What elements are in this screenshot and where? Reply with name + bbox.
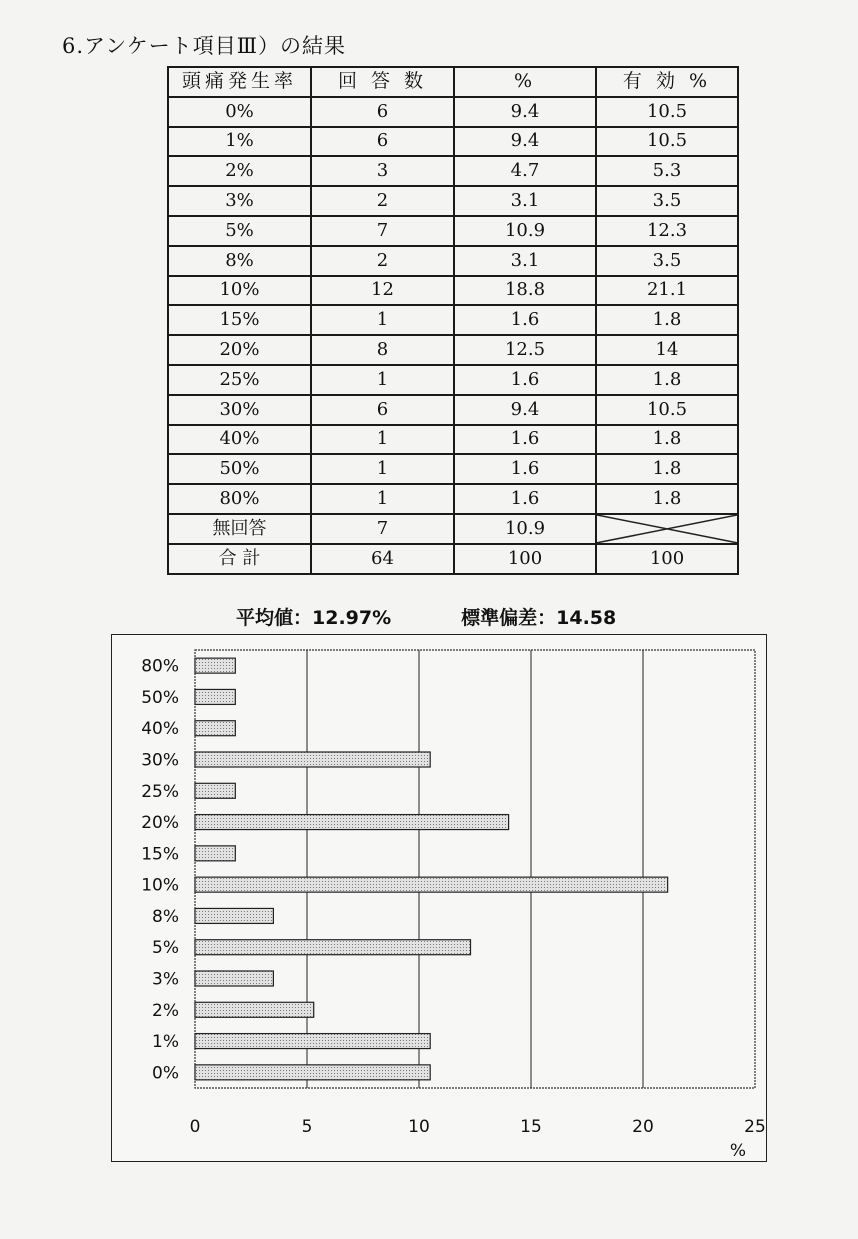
- bar: [195, 940, 471, 955]
- table-row: [168, 335, 738, 365]
- header-count: 回 答 数: [311, 67, 454, 97]
- table-row: [168, 544, 738, 574]
- cell-count: 1: [311, 454, 454, 484]
- table-header-row: [168, 67, 738, 97]
- cell-count: 1: [311, 305, 454, 335]
- header-valid-percent: 有 効 %: [596, 67, 738, 97]
- table-row: [168, 514, 738, 544]
- cell-rate: 15%: [168, 305, 311, 335]
- table-row: [168, 97, 738, 127]
- cell-valid-percent: 1.8: [596, 305, 738, 335]
- std-dev-value: 標準偏差：14.58: [461, 607, 617, 629]
- cell-count: 1: [311, 365, 454, 395]
- bar: [195, 783, 235, 798]
- cell-rate: 1%: [168, 127, 311, 157]
- x-tick-label: 0: [189, 1117, 201, 1137]
- table-row: [168, 484, 738, 514]
- cell-count: 2: [311, 186, 454, 216]
- cell-percent: 1.6: [454, 305, 596, 335]
- cell-rate: 3%: [168, 186, 311, 216]
- bar: [195, 908, 273, 923]
- x-tick-label: 5: [301, 1117, 313, 1137]
- cell-rate: 8%: [168, 246, 311, 276]
- stats-line: [236, 603, 686, 630]
- cell-percent: 12.5: [454, 335, 596, 365]
- cell-count: 6: [311, 97, 454, 127]
- x-tick-label: 10: [408, 1117, 430, 1137]
- cell-rate: 10%: [168, 276, 311, 306]
- bar: [195, 1034, 430, 1049]
- cell-rate: 5%: [168, 216, 311, 246]
- cell-valid-percent: 14: [596, 335, 738, 365]
- table-row: [168, 365, 738, 395]
- cell-valid-percent: 3.5: [596, 186, 738, 216]
- cell-count: 7: [311, 216, 454, 246]
- cell-percent: 10.9: [454, 514, 596, 544]
- table-row: [168, 216, 738, 246]
- cell-valid-percent: 3.5: [596, 246, 738, 276]
- table-row: [168, 305, 738, 335]
- category-label: 25%: [141, 781, 179, 802]
- cell-rate: 0%: [168, 97, 311, 127]
- cell-valid-percent: 1.8: [596, 484, 738, 514]
- cell-count: 12: [311, 276, 454, 306]
- bar: [195, 1002, 314, 1017]
- category-label: 2%: [152, 1000, 179, 1021]
- cell-rate: 25%: [168, 365, 311, 395]
- mean-value: 平均値：12.97%: [236, 607, 392, 629]
- category-label: 5%: [152, 938, 179, 959]
- cell-percent: 3.1: [454, 186, 596, 216]
- cell-count: 7: [311, 514, 454, 544]
- bar: [195, 658, 235, 673]
- table-row: [168, 454, 738, 484]
- category-label: 10%: [141, 875, 179, 896]
- cell-valid-percent: 10.5: [596, 395, 738, 425]
- cell-percent: 10.9: [454, 216, 596, 246]
- x-axis-label: %: [729, 1141, 747, 1161]
- category-label: 80%: [141, 656, 179, 677]
- bar: [195, 971, 273, 986]
- bar: [195, 1065, 430, 1080]
- cell-valid-percent: 12.3: [596, 216, 738, 246]
- cell-rate: 無回答: [168, 514, 311, 544]
- cell-valid-percent: 1.8: [596, 425, 738, 455]
- x-tick-label: 15: [520, 1117, 542, 1137]
- cell-rate: 50%: [168, 454, 311, 484]
- category-label: 40%: [141, 719, 179, 740]
- cell-count: 8: [311, 335, 454, 365]
- cell-count: 1: [311, 484, 454, 514]
- table-row: [168, 186, 738, 216]
- section-title: 6.アンケート項目Ⅲ）の結果: [62, 34, 347, 58]
- cell-valid-percent: 1.8: [596, 454, 738, 484]
- table-row: [168, 127, 738, 157]
- cell-count: 64: [311, 544, 454, 574]
- category-label: 30%: [141, 750, 179, 771]
- cell-count: 6: [311, 395, 454, 425]
- crossed-out-cell: [596, 514, 738, 544]
- bar: [195, 877, 668, 892]
- bar: [195, 815, 509, 830]
- cell-percent: 1.6: [454, 454, 596, 484]
- cell-valid-percent: 100: [596, 544, 738, 574]
- table-row: [168, 395, 738, 425]
- plot-area-border: [195, 650, 755, 1088]
- cell-count: 2: [311, 246, 454, 276]
- cell-valid-percent: 10.5: [596, 127, 738, 157]
- table-row: [168, 276, 738, 306]
- cell-rate: 40%: [168, 425, 311, 455]
- cell-rate: 30%: [168, 395, 311, 425]
- table-row: [168, 425, 738, 455]
- category-label: 20%: [141, 813, 179, 834]
- cell-valid-percent: 21.1: [596, 276, 738, 306]
- cell-percent: 4.7: [454, 156, 596, 186]
- cell-percent: 1.6: [454, 484, 596, 514]
- bar-chart: [111, 634, 767, 1162]
- cell-percent: 1.6: [454, 425, 596, 455]
- chart-svg: [112, 635, 768, 1163]
- cell-rate: 合 計: [168, 544, 311, 574]
- category-label: 15%: [141, 844, 179, 865]
- cell-valid-percent: 1.8: [596, 365, 738, 395]
- table-row: [168, 156, 738, 186]
- cell-count: 6: [311, 127, 454, 157]
- cell-percent: 3.1: [454, 246, 596, 276]
- cell-count: 1: [311, 425, 454, 455]
- x-tick-label: 25: [744, 1117, 766, 1137]
- category-label: 3%: [152, 969, 179, 990]
- cell-percent: 1.6: [454, 365, 596, 395]
- cell-percent: 9.4: [454, 97, 596, 127]
- cell-percent: 9.4: [454, 395, 596, 425]
- cell-percent: 100: [454, 544, 596, 574]
- cell-percent: 18.8: [454, 276, 596, 306]
- cell-rate: 20%: [168, 335, 311, 365]
- table-row: [168, 246, 738, 276]
- category-label: 1%: [152, 1032, 179, 1053]
- header-rate: 頭痛発生率: [168, 67, 311, 97]
- cell-count: 3: [311, 156, 454, 186]
- cell-percent: 9.4: [454, 127, 596, 157]
- bar: [195, 721, 235, 736]
- bar: [195, 846, 235, 861]
- bar: [195, 689, 235, 704]
- header-percent: %: [454, 67, 596, 97]
- x-tick-label: 20: [632, 1117, 654, 1137]
- category-label: 8%: [152, 906, 179, 927]
- cell-valid-percent: 10.5: [596, 97, 738, 127]
- cell-rate: 2%: [168, 156, 311, 186]
- cell-valid-percent: 5.3: [596, 156, 738, 186]
- category-label: 0%: [152, 1063, 179, 1084]
- category-label: 50%: [141, 687, 179, 708]
- bar: [195, 752, 430, 767]
- cell-rate: 80%: [168, 484, 311, 514]
- results-table: [167, 66, 739, 575]
